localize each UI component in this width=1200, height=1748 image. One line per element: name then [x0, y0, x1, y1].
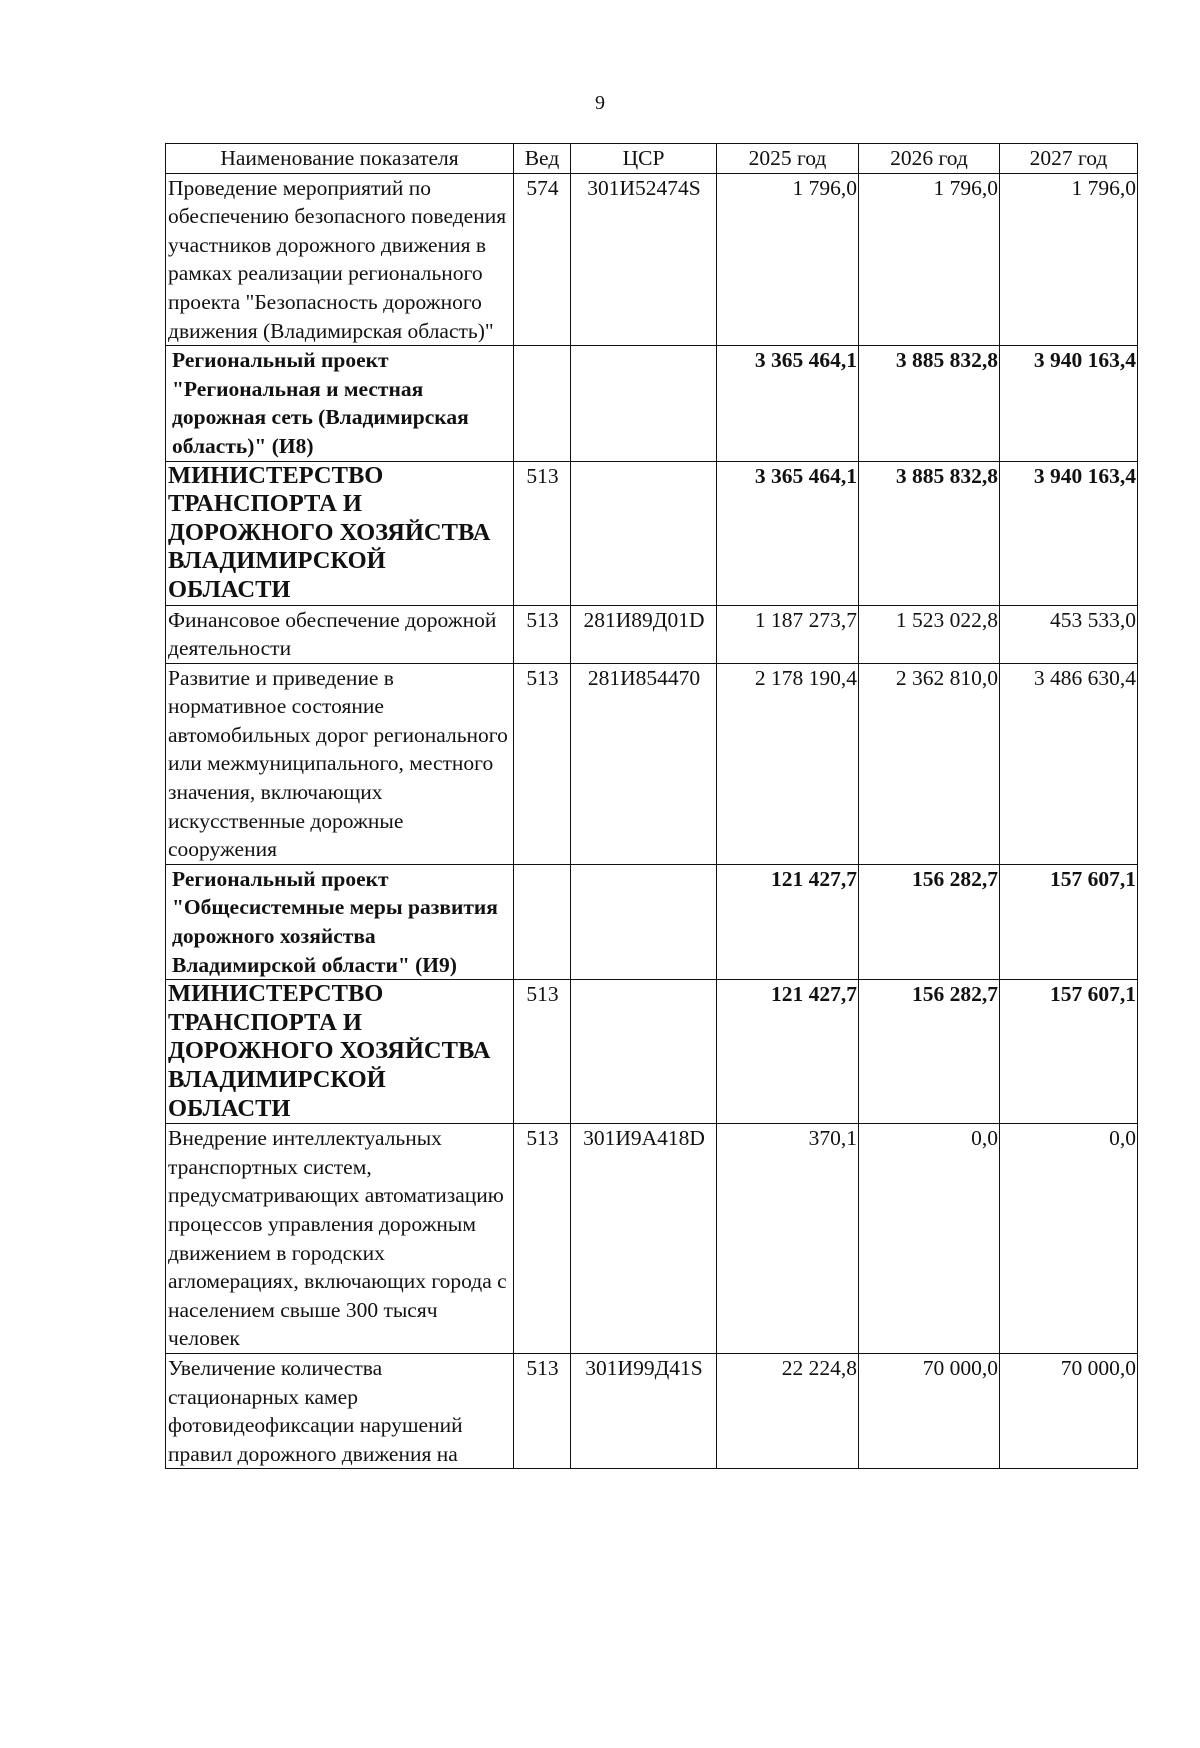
page-number: 9 — [595, 92, 605, 114]
row-2025: 1 796,0 — [717, 173, 859, 346]
row-2026: 156 282,7 — [859, 864, 1000, 979]
row-csr: 301И52474S — [571, 173, 717, 346]
row-2025: 2 178 190,4 — [717, 663, 859, 864]
row-csr: 281И89Д01D — [571, 605, 717, 663]
row-ved: 513 — [514, 980, 571, 1124]
row-csr — [571, 980, 717, 1124]
table-row-project — [166, 864, 1138, 979]
header-2025: 2025 год — [717, 144, 859, 174]
row-csr — [571, 461, 717, 605]
row-csr: 301И99Д41S — [571, 1353, 717, 1468]
row-ved: 574 — [514, 173, 571, 346]
row-2025: 1 187 273,7 — [717, 605, 859, 663]
row-2026: 70 000,0 — [859, 1353, 1000, 1468]
row-name: МИНИСТЕРСТВО ТРАНСПОРТА И ДОРОЖНОГО ХОЗЯЙСТВА ВЛАДИМИРСКОЙ ОБЛАСТИ — [166, 461, 514, 605]
row-2026: 3 885 832,8 — [859, 346, 1000, 461]
budget-table — [165, 143, 1138, 1469]
header-2026: 2026 год — [859, 144, 1000, 174]
row-ved — [514, 346, 571, 461]
table-row — [166, 1124, 1138, 1354]
row-2027: 453 533,0 — [1000, 605, 1138, 663]
table-row — [166, 173, 1138, 346]
row-name: Проведение мероприятий по обеспечению безопасного поведения участников дорожного движения в рамках реализации регионального проекта "Безопасность дорожного движения (Владимирская область)" — [166, 173, 514, 346]
row-2026: 2 362 810,0 — [859, 663, 1000, 864]
row-ved: 513 — [514, 1124, 571, 1354]
row-2027: 70 000,0 — [1000, 1353, 1138, 1468]
table-header-row — [166, 144, 1138, 174]
row-csr: 281И854470 — [571, 663, 717, 864]
table-row-project — [166, 346, 1138, 461]
row-2025: 370,1 — [717, 1124, 859, 1354]
row-2025: 121 427,7 — [717, 864, 859, 979]
row-csr: 301И9А418D — [571, 1124, 717, 1354]
table-row — [166, 663, 1138, 864]
table-row — [166, 1353, 1138, 1468]
header-name: Наименование показателя — [166, 144, 514, 174]
table-row — [166, 605, 1138, 663]
row-name: Внедрение интеллектуальных транспортных систем, предусматривающих автоматизацию процессов управления дорожным движением в городских агломерациях, включающих города с населением свыше 300 тысяч человек — [166, 1124, 514, 1354]
row-ved: 513 — [514, 1353, 571, 1468]
row-2026: 1 523 022,8 — [859, 605, 1000, 663]
row-2026: 0,0 — [859, 1124, 1000, 1354]
row-2027: 3 940 163,4 — [1000, 346, 1138, 461]
row-name: Увеличение количества стационарных камер фотовидеофиксации нарушений правил дорожного движения на — [166, 1353, 514, 1468]
row-2025: 22 224,8 — [717, 1353, 859, 1468]
row-name: МИНИСТЕРСТВО ТРАНСПОРТА И ДОРОЖНОГО ХОЗЯЙСТВА ВЛАДИМИРСКОЙ ОБЛАСТИ — [166, 980, 514, 1124]
row-2026: 156 282,7 — [859, 980, 1000, 1124]
row-ved: 513 — [514, 605, 571, 663]
header-csr: ЦСР — [571, 144, 717, 174]
row-csr — [571, 864, 717, 979]
row-2025: 3 365 464,1 — [717, 346, 859, 461]
row-2026: 1 796,0 — [859, 173, 1000, 346]
row-ved: 513 — [514, 461, 571, 605]
row-csr — [571, 346, 717, 461]
row-2027: 157 607,1 — [1000, 980, 1138, 1124]
row-2025: 3 365 464,1 — [717, 461, 859, 605]
row-2027: 1 796,0 — [1000, 173, 1138, 346]
row-ved — [514, 864, 571, 979]
row-ved: 513 — [514, 663, 571, 864]
row-2027: 3 486 630,4 — [1000, 663, 1138, 864]
row-2026: 3 885 832,8 — [859, 461, 1000, 605]
table-row-ministry — [166, 980, 1138, 1124]
row-name: Региональный проект "Общесистемные меры развития дорожного хозяйства Владимирской области" (И9) — [166, 864, 514, 979]
row-2027: 3 940 163,4 — [1000, 461, 1138, 605]
row-2025: 121 427,7 — [717, 980, 859, 1124]
header-ved: Вед — [514, 144, 571, 174]
row-name: Финансовое обеспечение дорожной деятельности — [166, 605, 514, 663]
row-2027: 157 607,1 — [1000, 864, 1138, 979]
row-name: Региональный проект "Региональная и местная дорожная сеть (Владимирская область)" (И8) — [166, 346, 514, 461]
row-2027: 0,0 — [1000, 1124, 1138, 1354]
row-name: Развитие и приведение в нормативное состояние автомобильных дорог регионального или межмуниципального, местного значения, включающих искусственные дорожные сооружения — [166, 663, 514, 864]
header-2027: 2027 год — [1000, 144, 1138, 174]
table-row-ministry — [166, 461, 1138, 605]
